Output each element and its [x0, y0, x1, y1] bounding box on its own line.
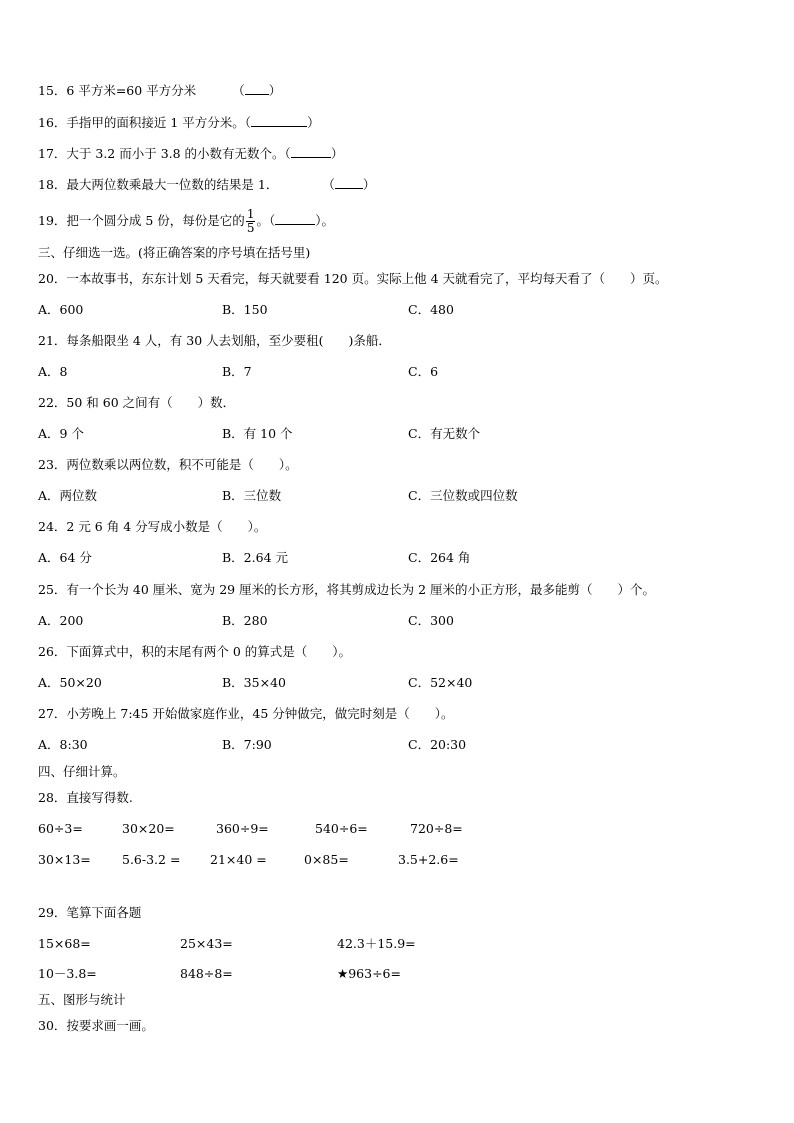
- option-a[interactable]: A．64 分: [38, 550, 92, 565]
- calc-item: 0×85=: [304, 852, 349, 867]
- question-text: 17．大于 3.2 而小于 3.8 的小数有无数个。（: [38, 146, 291, 161]
- section-3-heading: 三、仔细选一选。(将正确答案的序号填在括号里): [38, 245, 311, 260]
- question-19: 19．把一个圆分成 5 份，每份是它的 $\frac{1}{5}$ 。（ ）。: [38, 207, 334, 235]
- option-c[interactable]: C．264 角: [408, 550, 471, 565]
- answer-blank[interactable]: [275, 212, 315, 225]
- question-text: 18．最大两位数乘最大一位数的结果是 1．: [38, 177, 279, 192]
- question-text: 19．把一个圆分成 5 份，每份是它的: [38, 213, 245, 228]
- option-a[interactable]: A．200: [38, 613, 84, 628]
- calc-item: 360÷9=: [216, 821, 269, 836]
- calc-item: 10－3.8=: [38, 966, 97, 981]
- calc-item: 5.6-3.2 =: [122, 852, 181, 867]
- question-23: 23．两位数乘以两位数，积不可能是（ ）。: [38, 457, 298, 472]
- option-b[interactable]: B．7: [222, 364, 252, 379]
- calc-item: 3.5+2.6=: [398, 852, 459, 867]
- question-29: 29．笔算下面各题: [38, 905, 142, 920]
- option-a[interactable]: A．600: [38, 302, 84, 317]
- option-b[interactable]: B．35×40: [222, 675, 286, 690]
- question-26: 26．下面算式中，积的末尾有两个 0 的算式是（ ）。: [38, 644, 352, 659]
- question-16: 16．手指甲的面积接近 1 平方分米。（ ）: [38, 115, 320, 130]
- option-b[interactable]: B．7:90: [222, 737, 272, 752]
- question-18: 18．最大两位数乘最大一位数的结果是 1． （ ）: [38, 177, 376, 192]
- calc-item: 21×40 =: [210, 852, 267, 867]
- question-28: 28．直接写得数.: [38, 790, 133, 805]
- fraction: $\frac{1}{5}$: [246, 207, 255, 235]
- question-24: 24．2 元 6 角 4 分写成小数是（ ）。: [38, 519, 267, 534]
- option-c[interactable]: C．20:30: [408, 737, 467, 752]
- option-c[interactable]: C．6: [408, 364, 439, 379]
- option-b[interactable]: B．280: [222, 613, 268, 628]
- calc-item: 15×68=: [38, 936, 91, 951]
- answer-blank[interactable]: [291, 145, 331, 158]
- option-c[interactable]: C．300: [408, 613, 454, 628]
- question-30: 30．按要求画一画。: [38, 1018, 154, 1033]
- question-15: 15．6 平方米=60 平方分米 （ ）: [38, 83, 282, 98]
- calc-item: 42.3＋15.9=: [337, 936, 416, 951]
- option-a[interactable]: A．8:30: [38, 737, 88, 752]
- option-a[interactable]: A．两位数: [38, 488, 98, 503]
- option-c[interactable]: C．有无数个: [408, 426, 481, 441]
- calc-item: 540÷6=: [315, 821, 368, 836]
- option-c[interactable]: C．三位数或四位数: [408, 488, 518, 503]
- option-c[interactable]: C．480: [408, 302, 454, 317]
- calc-item: 720÷8=: [410, 821, 463, 836]
- section-5-heading: 五、图形与统计: [38, 992, 126, 1007]
- answer-blank[interactable]: [335, 176, 363, 189]
- option-b[interactable]: B．三位数: [222, 488, 282, 503]
- calc-item: 25×43=: [180, 936, 233, 951]
- question-22: 22．50 和 60 之间有（ ）数．: [38, 395, 236, 410]
- question-text: 15．6 平方米=60 平方分米: [38, 83, 197, 98]
- question-25: 25．有一个长为 40 厘米、宽为 29 厘米的长方形，将其剪成边长为 2 厘米的小正方形，最多能剪（ ）个。: [38, 582, 656, 597]
- option-a[interactable]: A．50×20: [38, 675, 102, 690]
- calc-item: 848÷8=: [180, 966, 233, 981]
- calc-item: 30×20=: [122, 821, 175, 836]
- question-27: 27．小芳晚上 7:45 开始做家庭作业，45 分钟做完，做完时刻是（ ）。: [38, 706, 454, 721]
- answer-blank[interactable]: [251, 114, 307, 127]
- option-a[interactable]: A．9 个: [38, 426, 84, 441]
- option-b[interactable]: B．有 10 个: [222, 426, 293, 441]
- calc-item: ★963÷6=: [337, 966, 401, 981]
- option-c[interactable]: C．52×40: [408, 675, 473, 690]
- option-a[interactable]: A．8: [38, 364, 68, 379]
- option-b[interactable]: B．2.64 元: [222, 550, 288, 565]
- option-b[interactable]: B．150: [222, 302, 268, 317]
- answer-blank[interactable]: [245, 82, 269, 95]
- question-20: 20．一本故事书，东东计划 5 天看完，每天就要看 120 页。实际上他 4 天就看完了，平均每天看了（ ）页。: [38, 271, 668, 286]
- section-4-heading: 四、仔细计算。: [38, 764, 126, 779]
- calc-item: 30×13=: [38, 852, 91, 867]
- question-17: 17．大于 3.2 而小于 3.8 的小数有无数个。（ ）: [38, 146, 344, 161]
- calc-item: 60÷3=: [38, 821, 83, 836]
- question-text: 16．手指甲的面积接近 1 平方分米。（: [38, 115, 252, 130]
- question-21: 21．每条船限坐 4 人，有 30 人去划船，至少要租( )条船．: [38, 333, 391, 348]
